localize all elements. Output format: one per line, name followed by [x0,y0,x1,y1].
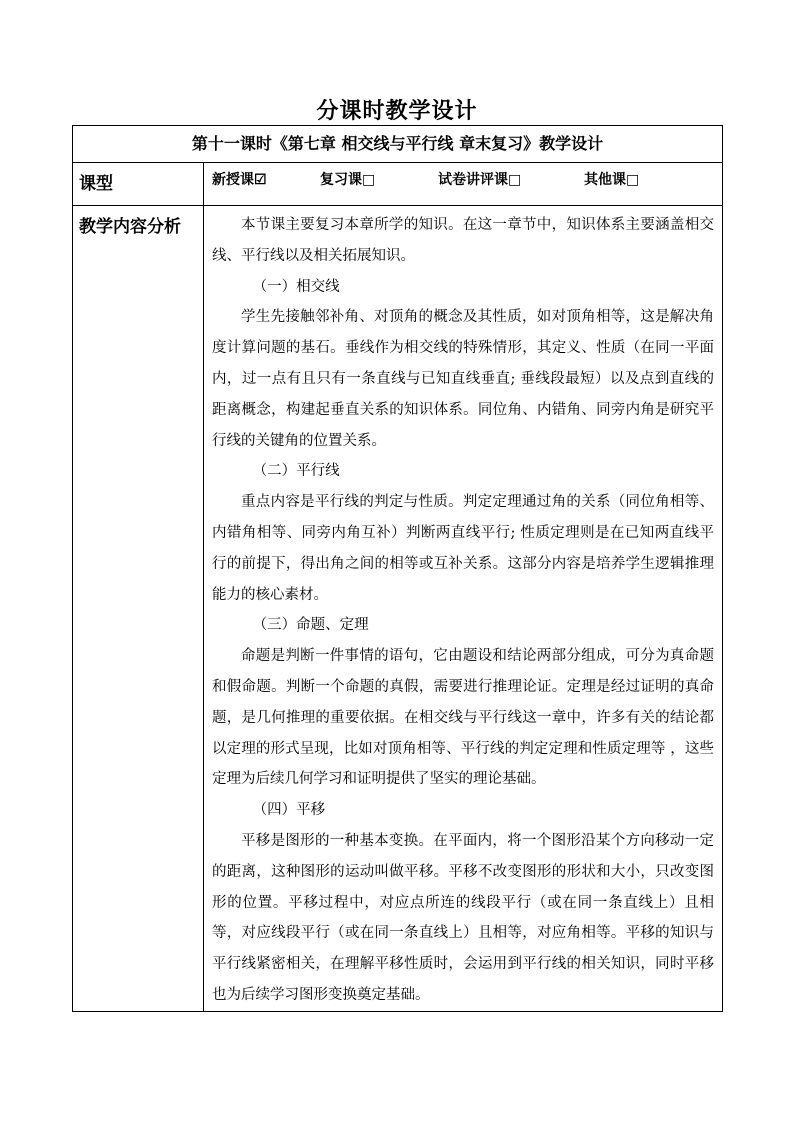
type-option-exam-review[interactable]: 试卷讲评课□ [438,172,522,188]
content-analysis-label: 教学内容分析 [73,206,204,1012]
heading-row [73,126,723,163]
section-heading: （二）平行线 [252,463,340,480]
lesson-type-row [73,163,723,206]
page-title: 分课时教学设计 [316,98,478,124]
lesson-type-label: 课型 [73,163,204,206]
section-heading: （四）平移 [252,802,326,819]
section-heading: （一）相交线 [252,278,340,295]
content-paragraph: 本节课主要复习本章所学的知识。在这一章节中，知识体系主要涵盖相交线、平行线以及相关拓展知识。 [212,217,714,264]
lesson-type-options [204,163,723,206]
content-paragraph: 学生先接触邻补角、对顶角的概念及其性质，如对顶角相等，这是解决角度计算问题的基石。垂线作为相交线的特殊情形，其定义、性质（在同一平面内，过一点有且只有一条直线与已知直线垂直; 垂线段最短）以及点到直线的距离概念，构建起垂直关系的知识体系。同位角、内错角、同旁内角是研究平行线的关键角的位置关系。 [212,309,714,449]
lesson-heading: 第十一课时《第七章 相交线与平行线 章末复习》教学设计 [73,126,723,163]
content-analysis-row [73,206,723,1012]
type-option-other[interactable]: 其他课□ [584,172,640,188]
content-analysis-body [204,206,723,1012]
type-option-new[interactable]: 新授课☑ [212,172,267,188]
content-paragraph: 重点内容是平行线的判定与性质。判定定理通过角的关系（同位角相等、内错角相等、同旁内角互补）判断两直线平行; 性质定理则是在已知两直线平行的前提下，得出角之间的相等或互补关系。这部分内容是培养学生逻辑推理能力的核心素材。 [212,494,714,603]
content-paragraph: 平移是图形的一种基本变换。在平面内，将一个图形沿某个方向移动一定的距离，这种图形的运动叫做平移。平移不改变图形的形状和大小，只改变图形的位置。平移过程中，对应点所连的线段平行（或在同一条直线上）且相等，对应线段平行（或在同一条直线上）且相等，对应角相等。平移的知识与平行线紧密相关，在理解平移性质时，会运用到平行线的相关知识，同时平移也为后续学习图形变换奠定基础。 [212,832,714,1003]
lesson-design-table [72,125,723,1012]
type-option-review[interactable]: 复习课□ [320,172,376,188]
section-heading: （三）命题、定理 [252,617,369,634]
content-paragraph: 命题是判断一件事情的语句，它由题设和结论两部分组成，可分为真命题和假命题。判断一个命题的真假，需要进行推理论证。定理是经过证明的真命题，是几何推理的重要依据。在相交线与平行线这一章中，许多有关的结论都以定理的形式呈现，比如对顶角相等、平行线的判定定理和性质定理等 ，这些定理为后续几何学习和证明提供了坚实的理论基础。 [212,648,714,788]
